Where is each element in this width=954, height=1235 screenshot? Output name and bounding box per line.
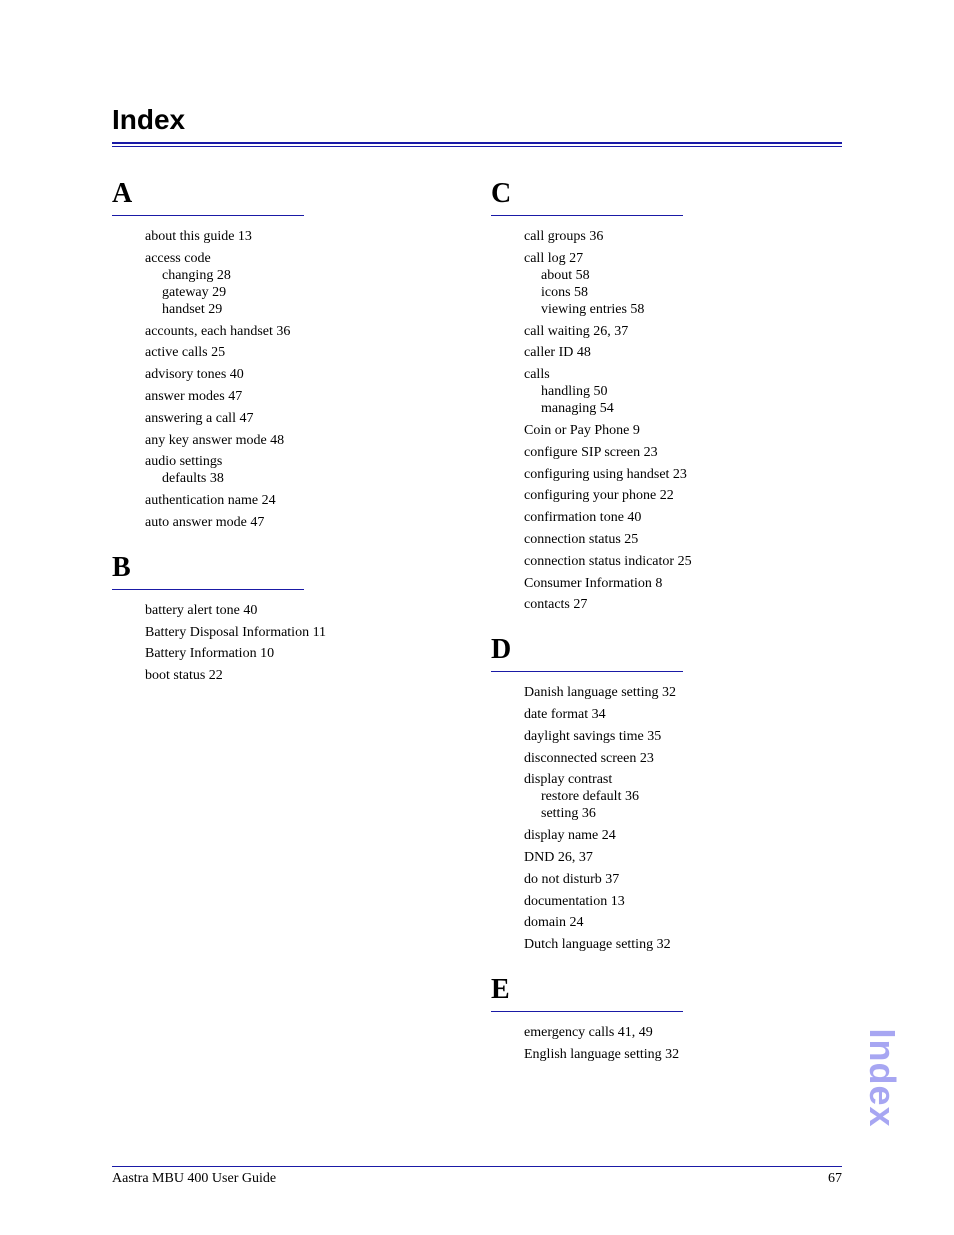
- index-entry-term: DND 26, 37: [524, 849, 593, 865]
- index-entry-term: auto answer mode 47: [145, 514, 265, 530]
- section-letter: C: [491, 178, 512, 209]
- index-entry-term: caller ID 48: [524, 345, 591, 361]
- index-entry: [145, 624, 442, 641]
- index-entry: [524, 344, 821, 361]
- index-entry: [145, 366, 442, 383]
- section-rule: [491, 1011, 683, 1012]
- entry-list: [112, 228, 442, 531]
- index-entry-term: authentication name 24: [145, 493, 276, 509]
- index-entry: [145, 514, 442, 531]
- index-entry-term: Danish language setting 32: [524, 685, 677, 701]
- index-entry-term: connection status 25: [524, 531, 639, 547]
- section-letter: E: [491, 973, 510, 1005]
- index-entry: [524, 684, 821, 701]
- index-entry: [145, 602, 442, 619]
- index-entry-term: domain 24: [524, 915, 584, 931]
- index-entry-term: date format 34: [524, 706, 606, 722]
- index-section-a: [112, 176, 442, 531]
- index-subentry: handling 50: [541, 384, 608, 400]
- index-entry-term: configuring your phone 22: [524, 488, 674, 504]
- index-entry-term: audio settings: [145, 454, 223, 470]
- index-section-e: [491, 972, 821, 1063]
- section-rule: [491, 671, 683, 672]
- index-entry-term: answer modes 47: [145, 388, 243, 404]
- index-section-c: [491, 176, 821, 613]
- index-subentry: handset 29: [162, 301, 223, 317]
- index-entry-term: calls: [524, 367, 550, 383]
- entry-list: [491, 1024, 821, 1063]
- index-entry: [524, 914, 821, 931]
- index-entry-term: Battery Information 10: [145, 646, 275, 662]
- index-column-left: [112, 176, 442, 689]
- index-section-b: [112, 550, 442, 684]
- index-entry: [145, 492, 442, 509]
- index-entry: [524, 509, 821, 526]
- index-entry: [524, 366, 821, 417]
- index-entry-term: display contrast: [524, 772, 613, 788]
- index-entry: [524, 1046, 821, 1063]
- index-entry: [524, 596, 821, 613]
- title-rule: [112, 142, 842, 147]
- index-entry-term: Battery Disposal Information 11: [145, 624, 327, 640]
- index-entry-term: battery alert tone 40: [145, 602, 258, 618]
- index-entry: [145, 344, 442, 361]
- index-entry-term: accounts, each handset 36: [145, 323, 291, 339]
- index-entry: [524, 750, 821, 767]
- index-entry-term: daylight savings time 35: [524, 728, 662, 744]
- index-entry: [524, 250, 821, 318]
- index-entry-term: configure SIP screen 23: [524, 444, 658, 460]
- index-entry-term: Dutch language setting 32: [524, 937, 671, 953]
- index-section-d: [491, 632, 821, 953]
- index-entry: [524, 728, 821, 745]
- index-entry-term: connection status indicator 25: [524, 553, 692, 569]
- index-entry: [524, 487, 821, 504]
- index-entry-term: about this guide 13: [145, 229, 252, 244]
- index-entry: [524, 771, 821, 822]
- index-column-right: [491, 176, 821, 1068]
- index-subentry: managing 54: [541, 401, 614, 417]
- section-rule: [112, 215, 304, 216]
- entry-list: [112, 602, 442, 684]
- index-subentry: setting 36: [541, 806, 596, 822]
- section-letter: B: [112, 551, 131, 583]
- index-entry: [524, 706, 821, 723]
- side-tab-label: Index: [862, 1028, 903, 1128]
- index-entry: [145, 323, 442, 340]
- index-entry: [524, 827, 821, 844]
- index-entry: [524, 553, 821, 570]
- index-entry-term: answering a call 47: [145, 410, 254, 426]
- index-entry-term: do not disturb 37: [524, 871, 620, 887]
- index-entry: [524, 893, 821, 910]
- footer-document-title: Aastra MBU 400 User Guide: [112, 1171, 277, 1186]
- index-subentry: icons 58: [541, 284, 589, 300]
- index-entry-term: documentation 13: [524, 893, 625, 909]
- index-entry: [524, 228, 821, 245]
- side-tab: [862, 1028, 902, 1128]
- section-letter: D: [491, 634, 512, 666]
- index-entry: [145, 667, 442, 684]
- index-subentry: restore default 36: [541, 789, 639, 805]
- index-entry-term: any key answer mode 48: [145, 432, 285, 448]
- index-entry: [145, 250, 442, 318]
- index-entry: [524, 444, 821, 461]
- entry-list: [491, 228, 821, 613]
- index-entry: [145, 388, 442, 405]
- index-entry-term: contacts 27: [524, 597, 588, 613]
- index-entry: [145, 645, 442, 662]
- index-entry: [524, 422, 821, 439]
- index-entry-term: Coin or Pay Phone 9: [524, 422, 640, 438]
- footer-page-number: 67: [828, 1171, 842, 1186]
- index-subentry: defaults 38: [162, 471, 224, 487]
- index-entry-term: confirmation tone 40: [524, 510, 642, 526]
- index-entry-term: Consumer Information 8: [524, 575, 663, 591]
- index-entry: [524, 323, 821, 340]
- section-letter: A: [112, 178, 133, 209]
- index-entry-term: emergency calls 41, 49: [524, 1024, 653, 1040]
- index-entry: [524, 1024, 821, 1041]
- index-entry-term: disconnected screen 23: [524, 750, 654, 766]
- footer-rule: [112, 1166, 842, 1167]
- index-entry-term: configuring using handset 23: [524, 466, 687, 482]
- index-entry: [145, 432, 442, 449]
- entry-list: [491, 684, 821, 953]
- index-entry-term: advisory tones 40: [145, 367, 244, 383]
- index-entry-term: access code: [145, 250, 211, 266]
- index-entry-term: call waiting 26, 37: [524, 323, 629, 339]
- index-entry-term: boot status 22: [145, 668, 223, 684]
- index-entry: [524, 531, 821, 548]
- index-entry-term: English language setting 32: [524, 1046, 680, 1062]
- index-entry: [145, 410, 442, 427]
- index-entry: [524, 575, 821, 592]
- section-rule: [112, 589, 304, 590]
- index-subentry: about 58: [541, 267, 590, 283]
- section-rule: [491, 215, 683, 216]
- index-entry: [524, 849, 821, 866]
- index-subentry: changing 28: [162, 267, 231, 283]
- index-entry: [145, 453, 442, 487]
- index-subentry: gateway 29: [162, 284, 227, 300]
- index-subentry: viewing entries 58: [541, 301, 645, 317]
- index-entry: [524, 466, 821, 483]
- index-entry: [524, 871, 821, 888]
- index-entry: [145, 228, 442, 245]
- page-title: Index: [112, 104, 186, 135]
- index-entry-term: call log 27: [524, 250, 584, 266]
- index-entry-term: display name 24: [524, 828, 616, 844]
- index-entry-term: active calls 25: [145, 345, 226, 361]
- index-entry: [524, 936, 821, 953]
- index-entry-term: call groups 36: [524, 229, 604, 244]
